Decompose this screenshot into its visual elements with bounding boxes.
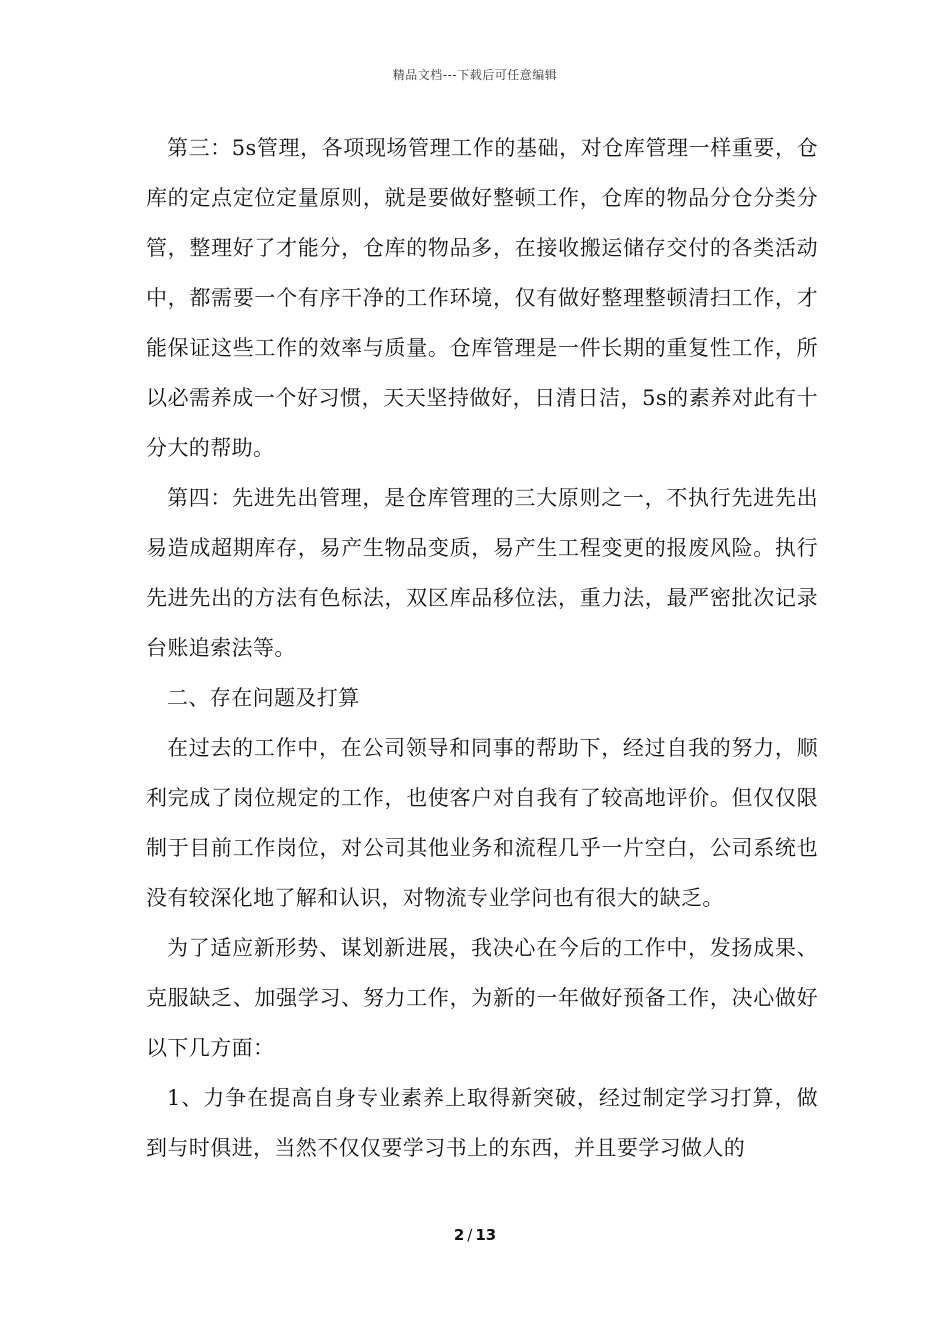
page-separator: /	[467, 1226, 473, 1244]
paragraph-5s-management: 第三：5s管理，各项现场管理工作的基础，对仓库管理一样重要，仓库的定点定位定量原则，就是要做好整顿工作，仓库的物品分仓分类分管，整理好了才能分，仓库的物品多，在接收搬运储存交付的各类活动中，都需要一个有序干净的工作环境，仅有做好整理整顿清扫工作，才能保证这些工作的效率与质量。仓库管理是一件长期的重复性工作，所以必需养成一个好习惯，天天坚持做好，日清日洁，5s的素养对此有十分大的帮助。	[146, 136, 818, 460]
section-heading-problems-plans: 二、存在问题及打算	[167, 686, 360, 710]
paragraph-past-work: 在过去的工作中，在公司领导和同事的帮助下，经过自我的努力，顺利完成了岗位规定的工作，也使客户对自我有了较高地评价。但仅仅限制于目前工作岗位，对公司其他业务和流程几乎一片空白，公司系统也没有较深化地了解和认识，对物流专业学问也有很大的缺乏。	[146, 736, 818, 910]
paragraph-fifo-management: 第四：先进先出管理，是仓库管理的三大原则之一，不执行先进先出易造成超期库存，易产生物品变质，易产生工程变更的报废风险。执行先进先出的方法有色标法，双区库品移位法，重力法，最严密批次记录台账追索法等。	[146, 486, 818, 660]
document-body	[146, 123, 818, 1173]
page-number	[0, 1226, 950, 1244]
paragraph-item-1: 1、力争在提高自身专业素养上取得新突破，经过制定学习打算，做到与时俱进，当然不仅仅要学习书上的东西，并且要学习做人的	[146, 1086, 818, 1160]
page-header: 精品文档---下载后可任意编辑	[392, 68, 558, 82]
current-page-number: 2	[453, 1226, 465, 1244]
total-pages-number: 13	[475, 1226, 497, 1244]
paragraph-resolution: 为了适应新形势、谋划新进展，我决心在今后的工作中，发扬成果、克服缺乏、加强学习、努力工作，为新的一年做好预备工作，决心做好以下几方面：	[146, 936, 818, 1060]
